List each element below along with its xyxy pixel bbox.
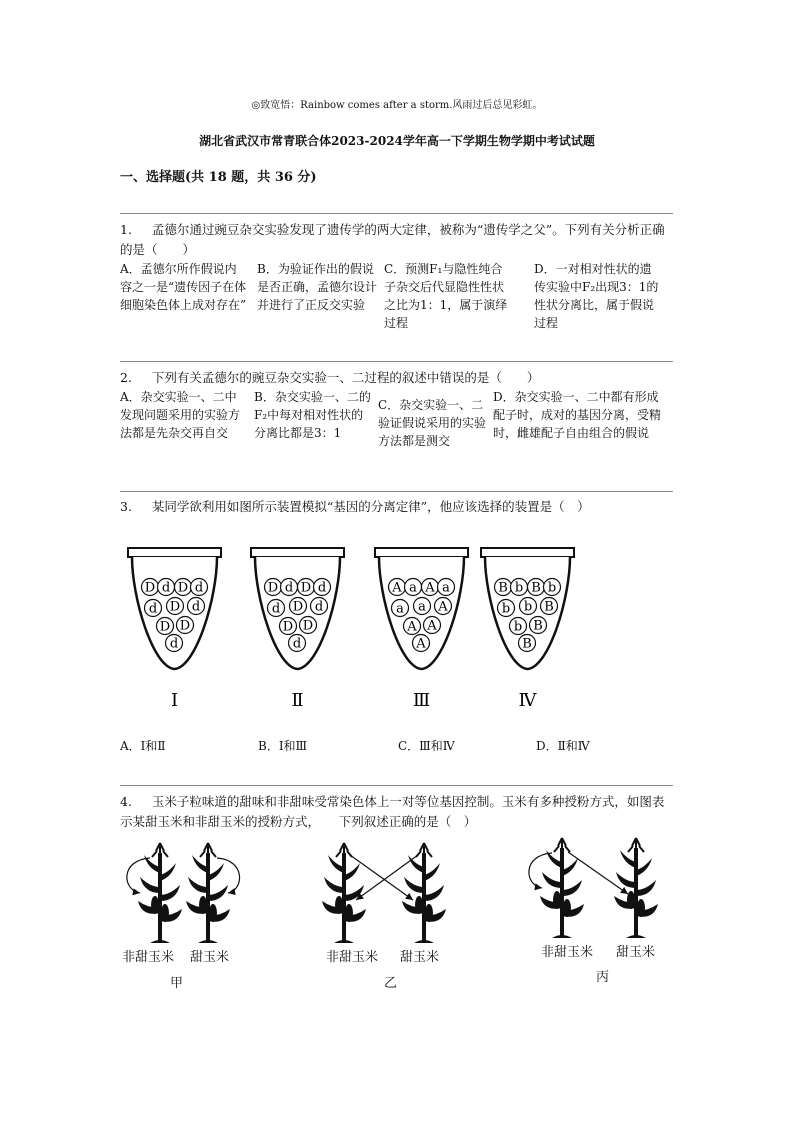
gene-ball-label: d xyxy=(169,636,179,652)
q4-panel-bing xyxy=(529,838,658,938)
gene-ball-label: a xyxy=(396,601,404,617)
question-2-text: 下列有关孟德尔的豌豆杂交实验一、二过程的叙述中错误的是（ ） xyxy=(151,370,540,385)
corn-plant-nonsweet-jia xyxy=(138,843,182,943)
q4-bing-left-label: 非甜玉米 xyxy=(541,945,594,960)
gene-ball-label: D xyxy=(267,580,279,596)
gene-ball-label: A xyxy=(407,619,417,635)
gene-ball-label: b xyxy=(501,601,511,617)
q2-option-b[interactable]: B．杂交实验一、二的F₂中每对相对性状的分离比都是3：1 xyxy=(254,390,371,440)
q2-option-d[interactable]: D．杂交实验一、二中都有形成配子时，成对的基因分离，受精时，雌雄配子自由组合的假说 xyxy=(493,390,662,440)
gene-ball-label: A xyxy=(438,599,448,615)
gene-ball-label: B xyxy=(544,599,554,615)
q4-jia-right-label: 甜玉米 xyxy=(190,950,230,965)
gene-ball-label: D xyxy=(144,580,156,596)
gene-ball-label: D xyxy=(159,619,171,635)
corn-plant-nonsweet-bing xyxy=(540,838,584,938)
question-4-number: 4. xyxy=(120,794,132,809)
q4-jia-left-label: 非甜玉米 xyxy=(122,950,175,965)
gene-ball-label: D xyxy=(302,618,314,634)
gene-ball-label: D xyxy=(177,580,189,596)
cross-pollination-arrow xyxy=(356,855,418,900)
question-2-number: 2. xyxy=(120,370,132,385)
section-heading: 一、选择题(共 18 题，共 36 分) xyxy=(120,170,317,185)
gene-ball-label: b xyxy=(513,619,523,635)
q4-bing-right-label: 甜玉米 xyxy=(616,945,656,960)
q3-option-c[interactable]: C．Ⅲ和Ⅳ xyxy=(398,739,455,753)
gene-ball-label: B xyxy=(533,618,543,634)
q3-option-b[interactable]: B．Ⅰ和Ⅲ xyxy=(258,739,308,753)
q3-option-d[interactable]: D．Ⅱ和Ⅳ xyxy=(536,739,590,753)
q4-yi-caption: 乙 xyxy=(384,976,398,991)
q4-jia-caption: 甲 xyxy=(170,976,184,991)
gene-ball-label: d xyxy=(271,601,281,617)
gene-ball-label: B xyxy=(522,636,532,652)
gene-ball-label: a xyxy=(418,599,426,615)
container-label: Ⅳ xyxy=(518,690,537,711)
gene-ball-label: A xyxy=(425,580,435,596)
container-label: Ⅰ xyxy=(170,690,179,711)
gene-ball-label: d xyxy=(194,580,204,596)
question-3-number: 3. xyxy=(120,499,132,514)
gene-ball-label: d xyxy=(191,599,201,615)
q1-option-d[interactable]: D．一对相对性状的遗传实验中F₂出现3：1的性状分离比，属于假说过程 xyxy=(534,262,659,330)
gene-ball-label: A xyxy=(416,636,426,652)
self-pollination-arrow xyxy=(217,858,240,893)
gene-ball-label: d xyxy=(161,580,171,596)
gene-ball-label: D xyxy=(179,618,191,634)
gene-ball-label: B xyxy=(531,580,541,596)
q2-option-a[interactable]: A．杂交实验一、二中发现问题采用的实验方法都是先杂交再自交 xyxy=(120,390,241,440)
motto-header: ◎致宽悟：Rainbow comes after a storm.风雨过后总见彩虹。 xyxy=(251,100,543,111)
gene-ball-label: D xyxy=(300,580,312,596)
container-label: Ⅱ xyxy=(291,690,304,711)
gene-ball-label: d xyxy=(314,599,324,615)
corn-plant-sweet-jia xyxy=(186,843,230,943)
gene-ball-label: A xyxy=(392,580,402,596)
gene-ball-label: a xyxy=(409,580,417,596)
q4-panel-jia xyxy=(127,843,240,943)
gene-ball-label: A xyxy=(427,618,437,634)
question-4-text: 玉米子粒味道的甜味和非甜味受常染色体上一对等位基因控制。玉米有多种授粉方式，如图表示某甜玉米和非甜玉米的授粉方式， 下列叙述正确的是（ ） xyxy=(120,794,665,829)
corn-plant-nonsweet-yi xyxy=(322,843,366,943)
corn-plant-sweet-yi xyxy=(402,843,446,943)
question-3-text: 某同学欲利用如图所示装置模拟“基因的分离定律”，他应该选择的装置是（ ） xyxy=(151,499,590,514)
gene-ball-label: D xyxy=(282,619,294,635)
gene-ball-label: d xyxy=(284,580,294,596)
gene-ball-label: a xyxy=(442,580,450,596)
q3-option-a[interactable]: A．Ⅰ和Ⅱ xyxy=(120,739,166,753)
q4-panel-yi xyxy=(322,843,446,943)
exam-title: 湖北省武汉市常青联合体2023-2024学年高一下学期生物学期中考试试题 xyxy=(199,134,595,148)
container-label: Ⅲ xyxy=(412,690,431,711)
gene-ball-label: b xyxy=(523,599,533,615)
gene-ball-label: D xyxy=(292,599,304,615)
question-1-text: 孟德尔通过豌豆杂交实验发现了遗传学的两大定律，被称为“遗传学之父”。下列有关分析正确的是（ ） xyxy=(120,222,665,257)
gene-ball-label: B xyxy=(498,580,508,596)
gene-ball-label: d xyxy=(148,601,158,617)
q4-yi-left-label: 非甜玉米 xyxy=(326,950,379,965)
question-1-number: 1. xyxy=(120,222,132,237)
q1-option-c[interactable]: C．预测F₁与隐性纯合子杂交后代显隐性性状之比为1：1，属于演绎过程 xyxy=(384,262,508,330)
q2-option-c[interactable]: C．杂交实验一、二验证假说采用的实验方法都是测交 xyxy=(378,398,487,448)
gene-ball-label: b xyxy=(547,580,557,596)
gene-ball-label: d xyxy=(317,580,327,596)
gene-ball-label: D xyxy=(169,599,181,615)
q4-yi-right-label: 甜玉米 xyxy=(400,950,440,965)
corn-plant-sweet-bing xyxy=(614,838,658,938)
q1-option-a[interactable]: A．孟德尔所作假说内容之一是“遗传因子在体细胞染色体上成对存在” xyxy=(120,262,247,312)
gene-ball-label: b xyxy=(514,580,524,596)
q1-option-b[interactable]: B．为验证作出的假说是否正确，孟德尔设计并进行了正反交实验 xyxy=(257,262,378,312)
q4-bing-caption: 丙 xyxy=(596,970,610,985)
gene-ball-label: d xyxy=(292,636,302,652)
